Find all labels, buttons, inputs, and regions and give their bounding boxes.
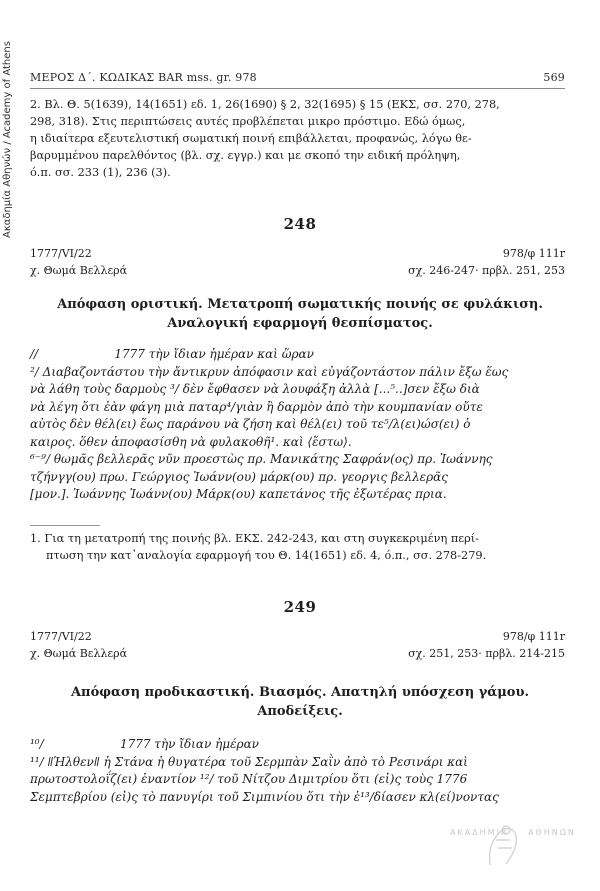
side-stamp: Ακαδημία Αθηνών / Academy of Athens (2, 41, 13, 238)
text-line: νὰ λάθη τοὺς δαρμοὺς ³/ δὲν ἔφθασεν νὰ λουφάξη ἀλλὰ [...⁵..]σεν ἔξω διὰ (30, 382, 480, 396)
running-title: ΜΕΡΟΣ Δ΄. ΚΩΔΙΚΑΣ BAR mss. gr. 978 (30, 71, 257, 84)
text-line: καιρος. ὅθεν ἀποφασίσθη νὰ φυλακοθῆ¹. καὶ ⟨ἔστω⟩. (30, 434, 352, 449)
document-title-249 (40, 683, 560, 721)
footnote-separator (30, 525, 100, 526)
text-line: ⁶⁻⁹/ θωμᾶς βελλερᾶς νῦν προεστὼς πρ. Μανικάτης Σαφράν(ος) πρ. Ἰωάννης (30, 452, 493, 466)
text-line: νὰ λέγη ὅτι ἐὰν φάγη μιὰ παταρ⁴/γιὰν ἢ δαρμὸν ἀπὸ τὴν κουμπανίαν οὔτε (30, 399, 483, 414)
footnote-line: 2. Βλ. Θ. 5(1639), 14(1651) εδ. 1, 26(1690) § 2, 32(1695) § 15 (ΕΚΣ, σσ. 270, 278, (30, 98, 500, 111)
title-line: Αποδείξεις. (257, 704, 343, 719)
doc-references: σχ. 246-247· πρβλ. 251, 253 (408, 264, 565, 277)
doc-date: 1777/VI/22 (30, 630, 92, 643)
document-number-249: 249 (283, 598, 317, 616)
doc-references: σχ. 251, 253· πρβλ. 214-215 (408, 647, 565, 660)
doc-notary: χ. Θωμά Βελλερά (30, 264, 128, 277)
text-line: Σεμπτεβρίου (εἰ)ς τὸ πανυγίρι τοῦ Σιμπινίου ὅτι τὴν ἐ¹³/δίασεν κλ(εί)νοντας (30, 789, 499, 804)
text-line: ¹¹/ ǁἩλθενǁ ἡ Στάνα ἡ θυγατέρα τοῦ Σερμπὰν Σαῒν ἀπὸ τὸ Ρεσινάρι καὶ (30, 754, 468, 769)
doc-folio: 978/φ 111r (502, 630, 565, 643)
document-title-248 (40, 295, 560, 333)
title-line: Αναλογική εφαρμογή θεσπίσματος. (167, 316, 433, 331)
footnote-line: η ιδιαίτερα εξευτελιστική σωματική ποινή επιβάλλεται, προφανώς, λόγω θε- (30, 132, 472, 145)
text-line: πρωτοστολοΐζ(ει) ἐναντίον ¹²/ τοῦ Νίτζου Διμιτρίου ὅτι (εἰ)ς τοὺς 1776 (30, 772, 468, 786)
document-number-248: 248 (283, 215, 317, 233)
doc-folio: 978/φ 111r (502, 247, 565, 260)
text-line: αὐτὸς δὲν θέλ(ει) ἕως παράνου νὰ ζήση καὶ θέλ(ει) τοῦ τε⁵/λ(ει)ώσ(ει) ὁ (30, 417, 471, 431)
footnote-line: βαρυμμένου παρελθόντος (βλ. σχ. εγγρ.) και με σκοπό την ειδική πρόληψη, (30, 149, 461, 162)
footnote-line: 298, 318). Στις περιπτώσεις αυτές προβλέπεται μικρο πρόστιμο. Εδώ όμως, (30, 115, 466, 128)
title-line: Απόφαση οριστική. Μετατροπή σωματικής ποινής σε φυλάκιση. (57, 297, 543, 312)
doc-notary: χ. Θωμά Βελλερά (30, 647, 128, 660)
running-header (30, 71, 565, 89)
footnote-line: 1. Για τη μετατροπή της ποινής βλ. ΕΚΣ. 242-243, και στη συγκεκριμένη περί- (30, 532, 480, 545)
doc-date: 1777/VI/22 (30, 247, 92, 260)
page-number: 569 (543, 71, 565, 84)
top-footnote (30, 96, 565, 181)
text-line: ¹⁰/ 1777 τὴν ἴδιαν ἡμέραν (30, 737, 259, 751)
footnote-248 (30, 530, 565, 564)
document-text-248 (30, 346, 565, 504)
footnote-line: ό.π. σσ. 233 (1), 236 (3). (30, 166, 171, 179)
title-line: Απόφαση προδικαστική. Βιασμός. Απατηλή υπόσχεση γάμου. (70, 685, 530, 700)
text-line: [μον.]. Ἰωάννης Ἰωάνν(ου) Μάρκ(ου) καπετάνος τῆς ἐξωτέρας πρια. (30, 487, 447, 501)
text-line: // 1777 τὴν ἴδιαν ἡμέραν καὶ ὥραν (30, 347, 314, 361)
text-line: ²/ Διαβαζοντάστου τὴν ἄντικρυν ἀπόφασιν καὶ εὐγάζοντάστον πάλιν ἔξω ἕως (30, 364, 509, 379)
document-text-249 (30, 736, 565, 806)
watermark-text-right: ΑΘΗΝΩΝ (528, 828, 576, 837)
footnote-line: πτωση την κατ᾽αναλογία εφαρμογή του Θ. 14(1651) εδ. 4, ό.π., σσ. 278-279. (46, 549, 487, 562)
text-line: τζήνγγ(ου) πρω. Γεώργιος Ἰωάνν(ου) μάρκ(ου) πρ. γεοργις βελλερᾶς (30, 469, 448, 484)
watermark-text-left: ΑΚΑΔΗΜΙΑ (450, 828, 509, 837)
